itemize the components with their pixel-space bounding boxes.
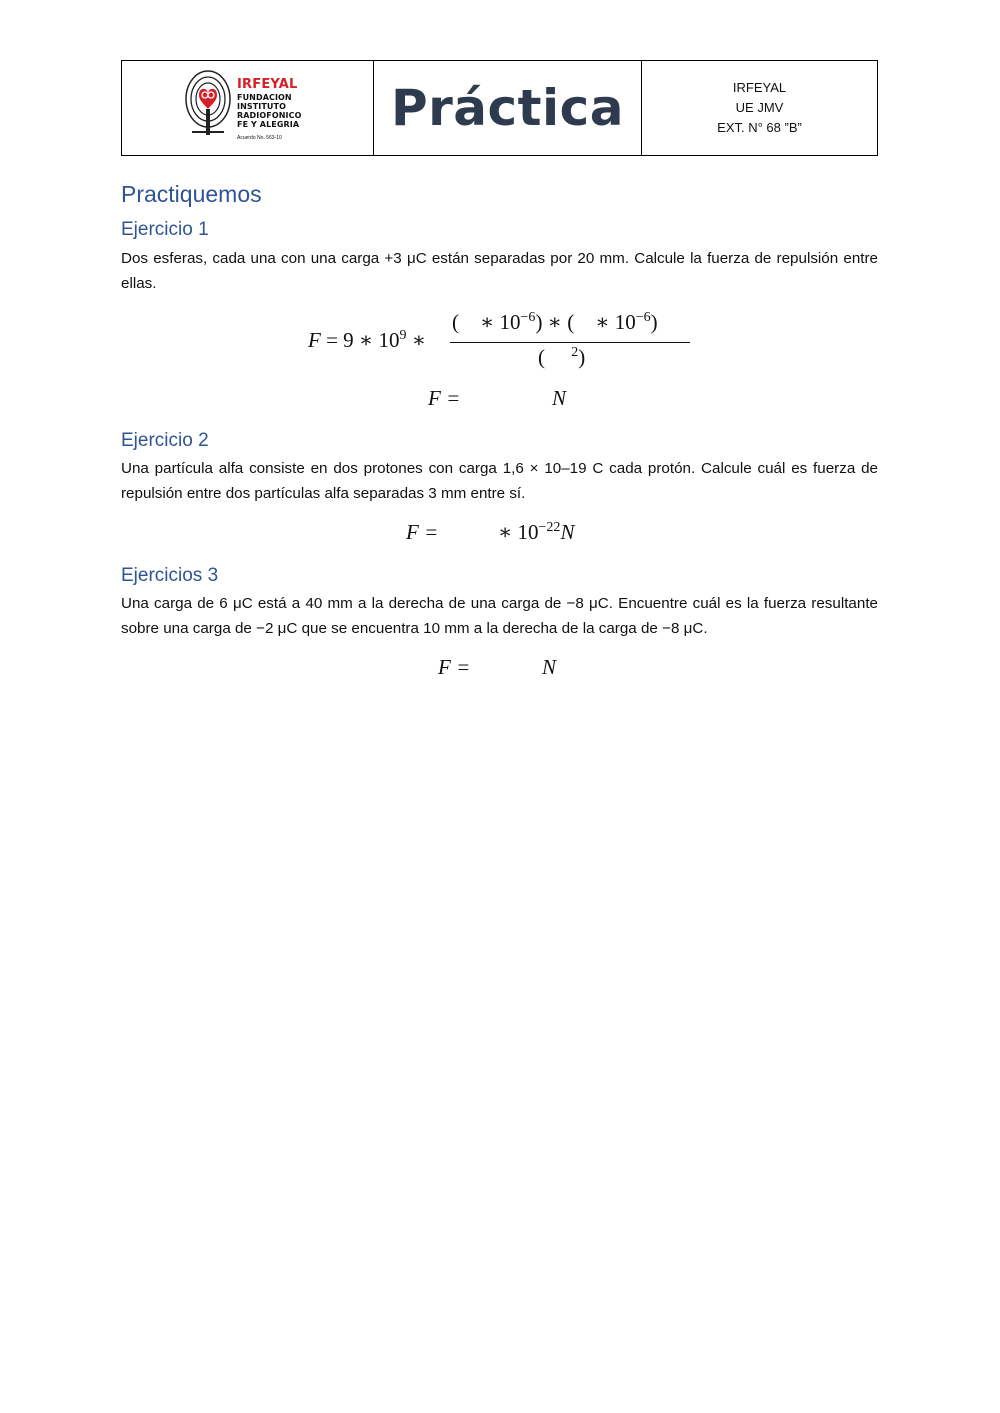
exercise-title: Ejercicio 1 [121,219,209,240]
answer-mid-text: ∗ 10 [498,520,539,544]
logo-cell [122,61,374,155]
info-line: UE JMV [735,100,784,115]
exercise-text: Una carga de 6 μC está a 40 mm a la derecha de una carga de −8 μC. Encuentre cuál es la fuerza resultante sobre una carga de −2 μC que se encuentra 10 mm a la derecha de la carga de −8 μC. [121,595,878,637]
section-title: Practiquemos [121,181,262,207]
denominator-exp: 2 [571,345,579,360]
numerator-a-exp: −6 [520,310,536,325]
denominator-end: ) [578,345,586,369]
answer-lhs: F = [438,655,471,679]
exercise-title: Ejercicios 3 [121,565,219,586]
answer-unit: N [560,520,575,544]
logo-line: FUNDACION [237,93,292,102]
page-title: Práctica [390,79,625,137]
answer-lhs: F = [406,520,439,544]
numerator-a: ( ∗ 10 [452,310,521,334]
logo-line: FE Y ALEGRIA [237,120,300,129]
exercise-title: Ejercicio 2 [121,430,209,451]
irfeyal-logo-icon [184,67,236,147]
info-cell [642,61,877,155]
logo-name: IRFEYAL [237,77,298,92]
info-line: EXT. N° 68 ”B” [717,120,802,135]
answer-unit: N [552,386,567,410]
header-table [121,60,878,156]
exercise-text: Dos esferas, cada una con una carga +3 μC están separadas por 20 mm. Calcule la fuerza de repulsión entre ellas. [121,250,878,292]
logo-line: INSTITUTO [237,102,286,111]
answer-mid [498,520,574,545]
formula-times: ∗ [411,328,426,352]
numerator-b-exp: −6 [635,310,651,325]
numerator-end: ) [650,310,658,334]
logo-small-text: Acuerdo No. 563-10 [237,135,282,141]
formula-numerator [452,310,658,335]
formula-denominator [538,345,585,370]
title-cell [374,61,642,155]
denominator-open: ( [538,345,572,369]
answer-unit: N [542,655,557,679]
numerator-mid: ) ∗ ( ∗ 10 [535,310,636,334]
info-line: IRFEYAL [732,80,787,95]
logo-line: RADIOFONICO [237,111,302,120]
formula-lhs [308,328,426,353]
answer-exp: −22 [538,520,561,535]
formula-lhs-exp: 9 [399,328,407,343]
answer-lhs-text: F = [428,386,461,410]
answer-lhs [428,386,460,411]
fraction-bar [450,342,690,343]
exercise-text: Una partícula alfa consiste en dos protones con carga 1,6 × 10–19 C cada protón. Calcule cuál es fuerza de repulsión entre dos partículas alfa separadas 3 mm entre sí. [121,460,878,502]
formula-lhs-base: F = 9 ∗ 10 [308,328,400,352]
